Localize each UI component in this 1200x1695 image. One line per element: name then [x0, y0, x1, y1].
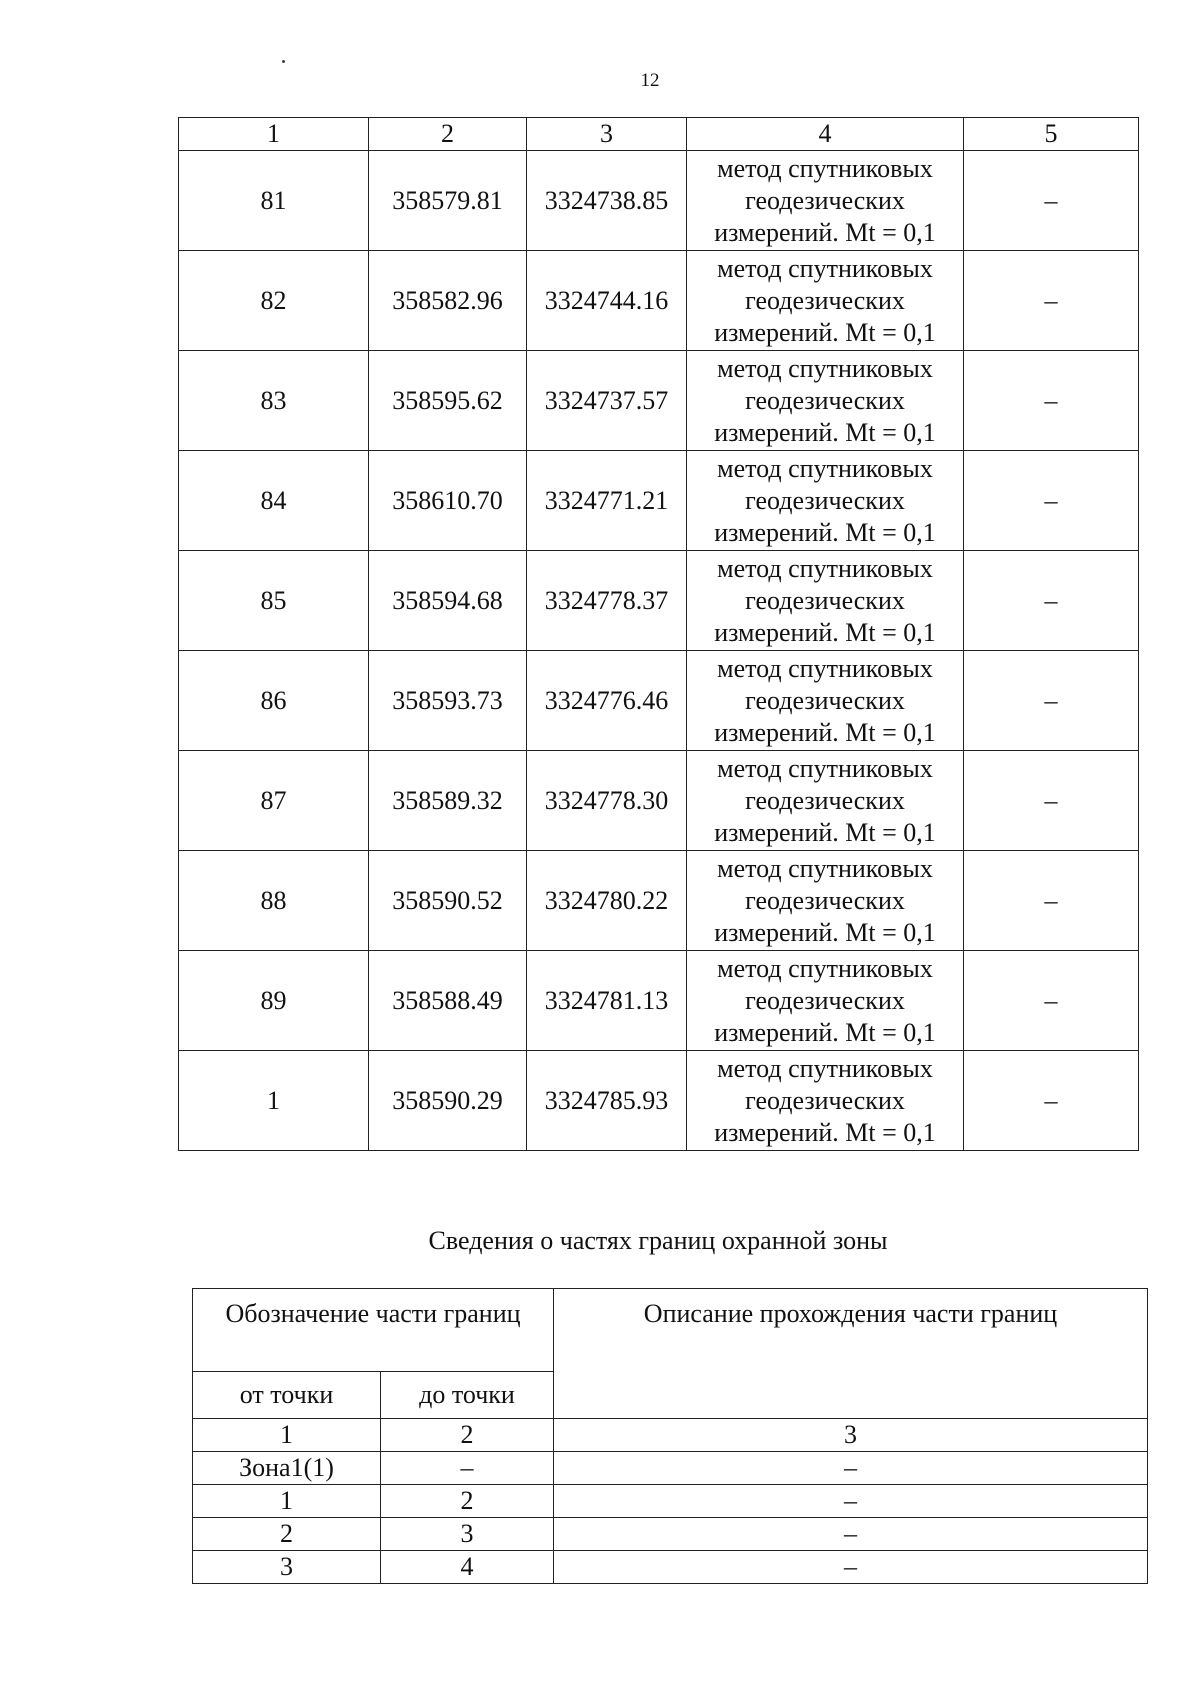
method-line: измерений. Mt = 0,1 — [714, 717, 936, 747]
column-number-4: 4 — [687, 118, 964, 151]
x-coordinate-cell: 358588.49 — [369, 951, 527, 1051]
table-row — [179, 251, 1139, 351]
table-row — [179, 351, 1139, 451]
note-cell: – — [964, 151, 1139, 251]
y-coordinate-cell: 3324744.16 — [527, 251, 687, 351]
table-row — [193, 1551, 1148, 1584]
method-cell — [687, 1051, 964, 1151]
x-coordinate-cell: 358610.70 — [369, 451, 527, 551]
method-line: геодезических — [745, 785, 905, 815]
method-line: геодезических — [745, 985, 905, 1015]
to-point-cell: 2 — [381, 1485, 554, 1518]
point-number-cell: 83 — [179, 351, 369, 451]
method-line: метод спутниковых — [717, 1053, 933, 1083]
x-coordinate-cell: 358595.62 — [369, 351, 527, 451]
method-line: геодезических — [745, 385, 905, 415]
note-cell: – — [964, 1051, 1139, 1151]
method-line: измерений. Mt = 0,1 — [714, 317, 936, 347]
point-number-cell: 84 — [179, 451, 369, 551]
method-line: измерений. Mt = 0,1 — [714, 1117, 936, 1147]
table-row — [193, 1518, 1148, 1551]
description-header: Описание прохождения части границ — [554, 1289, 1148, 1419]
x-coordinate-cell: 358589.32 — [369, 751, 527, 851]
x-coordinate-cell: 358579.81 — [369, 151, 527, 251]
y-coordinate-cell: 3324781.13 — [527, 951, 687, 1051]
to-point-cell: 4 — [381, 1551, 554, 1584]
x-coordinate-cell: 358590.52 — [369, 851, 527, 951]
y-coordinate-cell: 3324780.22 — [527, 851, 687, 951]
method-line: геодезических — [745, 885, 905, 915]
y-coordinate-cell: 3324778.30 — [527, 751, 687, 851]
point-number-cell: 87 — [179, 751, 369, 851]
parts-header-row — [193, 1289, 1148, 1372]
coordinates-table — [178, 117, 1139, 1151]
method-cell — [687, 951, 964, 1051]
x-coordinate-cell: 358590.29 — [369, 1051, 527, 1151]
x-coordinate-cell: 358582.96 — [369, 251, 527, 351]
method-line: метод спутниковых — [717, 853, 933, 883]
table-row — [179, 551, 1139, 651]
method-line: геодезических — [745, 185, 905, 215]
description-cell: – — [554, 1518, 1148, 1551]
coordinates-header-row — [179, 118, 1139, 151]
table-row — [179, 951, 1139, 1051]
parts-column-number-2: 2 — [381, 1419, 554, 1452]
point-number-cell: 85 — [179, 551, 369, 651]
note-cell: – — [964, 551, 1139, 651]
table-row — [179, 751, 1139, 851]
method-line: геодезических — [745, 585, 905, 615]
scan-speck — [282, 60, 285, 63]
method-cell — [687, 551, 964, 651]
note-cell: – — [964, 351, 1139, 451]
method-line: метод спутниковых — [717, 653, 933, 683]
method-line: геодезических — [745, 485, 905, 515]
y-coordinate-cell: 3324778.37 — [527, 551, 687, 651]
column-number-3: 3 — [527, 118, 687, 151]
note-cell: – — [964, 851, 1139, 951]
column-number-1: 1 — [179, 118, 369, 151]
point-number-cell: 81 — [179, 151, 369, 251]
method-line: метод спутниковых — [717, 953, 933, 983]
point-number-cell: 86 — [179, 651, 369, 751]
method-line: измерений. Mt = 0,1 — [714, 517, 936, 547]
method-line: измерений. Mt = 0,1 — [714, 417, 936, 447]
parts-column-number-1: 1 — [193, 1419, 381, 1452]
coordinates-rows — [179, 151, 1139, 1151]
y-coordinate-cell: 3324737.57 — [527, 351, 687, 451]
to-point-header: до точки — [381, 1372, 554, 1419]
from-point-header: от точки — [193, 1372, 381, 1419]
y-coordinate-cell: 3324771.21 — [527, 451, 687, 551]
y-coordinate-cell: 3324738.85 — [527, 151, 687, 251]
boundary-parts-table — [192, 1288, 1148, 1584]
table-row — [179, 851, 1139, 951]
method-cell — [687, 151, 964, 251]
method-line: метод спутниковых — [717, 253, 933, 283]
description-cell: – — [554, 1485, 1148, 1518]
column-number-5: 5 — [964, 118, 1139, 151]
method-line: геодезических — [745, 285, 905, 315]
point-number-cell: 82 — [179, 251, 369, 351]
point-number-cell: 89 — [179, 951, 369, 1051]
y-coordinate-cell: 3324776.46 — [527, 651, 687, 751]
note-cell: – — [964, 251, 1139, 351]
x-coordinate-cell: 358593.73 — [369, 651, 527, 751]
method-line: метод спутниковых — [717, 353, 933, 383]
to-point-cell: – — [381, 1452, 554, 1485]
from-point-cell: Зона1(1) — [193, 1452, 381, 1485]
description-cell: – — [554, 1452, 1148, 1485]
from-point-cell: 2 — [193, 1518, 381, 1551]
method-cell — [687, 451, 964, 551]
from-point-cell: 3 — [193, 1551, 381, 1584]
table-row — [179, 451, 1139, 551]
method-cell — [687, 351, 964, 451]
point-number-cell: 1 — [179, 1051, 369, 1151]
note-cell: – — [964, 651, 1139, 751]
method-line: метод спутниковых — [717, 553, 933, 583]
parts-column-number-3: 3 — [554, 1419, 1148, 1452]
method-cell — [687, 651, 964, 751]
method-line: геодезических — [745, 685, 905, 715]
designation-header: Обозначение части границ — [193, 1289, 554, 1372]
method-line: геодезических — [745, 1085, 905, 1115]
method-cell — [687, 751, 964, 851]
method-line: метод спутниковых — [717, 453, 933, 483]
method-line: измерений. Mt = 0,1 — [714, 617, 936, 647]
from-point-cell: 1 — [193, 1485, 381, 1518]
y-coordinate-cell: 3324785.93 — [527, 1051, 687, 1151]
method-line: измерений. Mt = 0,1 — [714, 817, 936, 847]
table-row — [179, 151, 1139, 251]
table-row — [193, 1452, 1148, 1485]
description-cell: – — [554, 1551, 1148, 1584]
method-line: метод спутниковых — [717, 153, 933, 183]
to-point-cell: 3 — [381, 1518, 554, 1551]
note-cell: – — [964, 751, 1139, 851]
page-number: 12 — [640, 70, 660, 91]
method-line: измерений. Mt = 0,1 — [714, 217, 936, 247]
table-row — [193, 1485, 1148, 1518]
section-title: Сведения о частях границ охранной зоны — [428, 1226, 888, 1255]
method-line: метод спутниковых — [717, 753, 933, 783]
parts-column-numbers-row — [193, 1419, 1148, 1452]
note-cell: – — [964, 451, 1139, 551]
table-row — [179, 1051, 1139, 1151]
column-number-2: 2 — [369, 118, 527, 151]
note-cell: – — [964, 951, 1139, 1051]
x-coordinate-cell: 358594.68 — [369, 551, 527, 651]
method-cell — [687, 251, 964, 351]
method-cell — [687, 851, 964, 951]
point-number-cell: 88 — [179, 851, 369, 951]
method-line: измерений. Mt = 0,1 — [714, 917, 936, 947]
table-row — [179, 651, 1139, 751]
parts-rows — [193, 1452, 1148, 1584]
method-line: измерений. Mt = 0,1 — [714, 1017, 936, 1047]
